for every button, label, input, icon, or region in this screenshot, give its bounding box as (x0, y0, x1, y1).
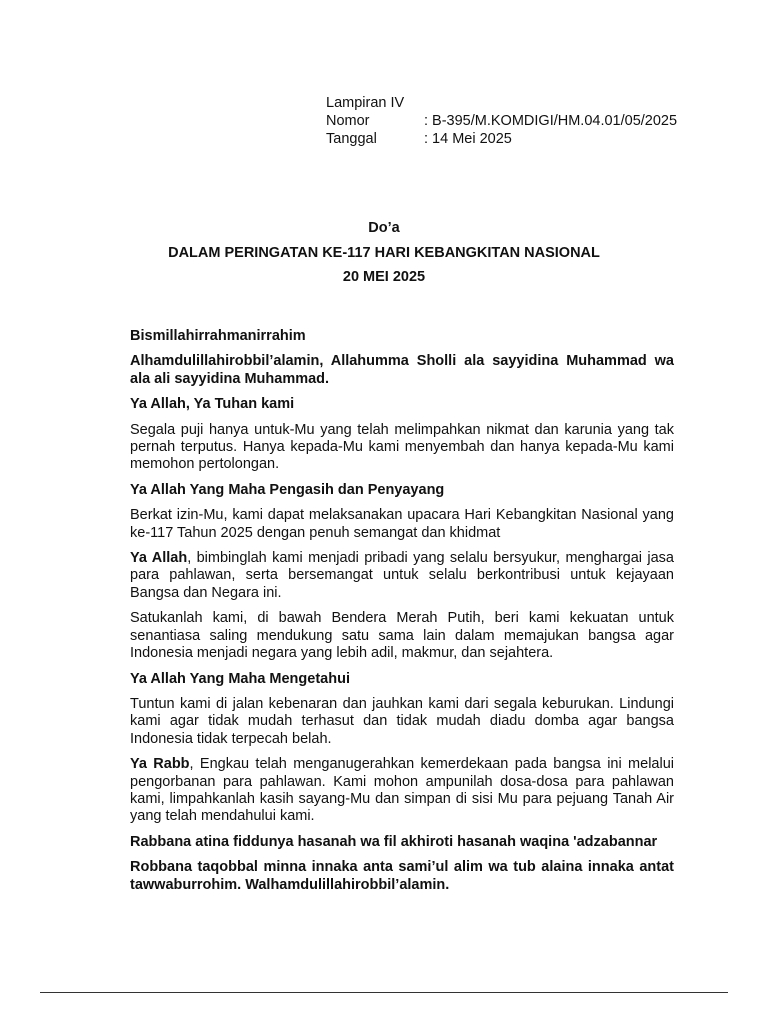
paragraph-satukanlah: Satukanlah kami, di bawah Bendera Merah Putih, beri kami kekuatan untuk senantiasa saling mendukung satu sama lain dalam memajukan bangsa agar Indonesia menjadi negara yang lebih adil, makmur, dan sejahtera. (130, 610, 674, 662)
document-header (326, 94, 677, 148)
opening-praise: Alhamdulillahirobbil’alamin, Allahumma Sholli ala sayyidina Muhammad wa ala ali sayyidina Muhammad. (130, 353, 674, 387)
doa-title: Do’a (368, 220, 400, 236)
text-engkau: , Engkau telah menganugerahkan kemerdekaan pada bangsa ini melalui pengorbanan para pahlawan. Kami mohon ampunilah dosa-dosa para pahlawan kami, limpahkanlah kasih sayang-Mu dan simpan di sisi Mu para pejuang Tanah Air yang telah mendahului kami. (130, 756, 674, 825)
heading-ya-allah-tuhan: Ya Allah, Ya Tuhan kami (130, 396, 295, 413)
paragraph-berkat-izin: Berkat izin-Mu, kami dapat melaksanakan upacara Hari Kebangkitan Nasional yang ke-117 Tahun 2025 dengan penuh semangat dan khidmat (130, 507, 674, 541)
text-bimbinglah: , bimbinglah kami menjadi pribadi yang selalu bersyukur, menghargai jasa para pahlawan, serta bersemangat untuk selalu berkontribusi untuk kejayaan Bangsa dan Negara ini. (130, 550, 674, 601)
lead-ya-rabb: Ya Rabb (130, 756, 190, 773)
paragraph-ya-rabb (130, 756, 674, 826)
nomor-label: Nomor (326, 113, 370, 129)
prayer-body (130, 328, 674, 902)
paragraph-tuntun-kami: Tuntun kami di jalan kebenaran dan jauhkan kami dari segala keburukan. Lindungi kami agar tidak mudah terhasut dan tidak mudah diadu domba agar bangsa Indonesia tidak terpecah belah. (130, 695, 674, 747)
rabbana-atina: Rabbana atina fiddunya hasanah wa fil akhiroti hasanah waqina 'adzabannar (130, 833, 658, 850)
event-title: DALAM PERINGATAN KE-117 HARI KEBANGKITAN NASIONAL (168, 245, 600, 261)
event-date: 20 MEI 2025 (342, 269, 426, 285)
tanggal-value: : 14 Mei 2025 (424, 131, 512, 147)
heading-maha-mengetahui: Ya Allah Yang Maha Mengetahui (130, 670, 350, 687)
robbana-taqobbal: Robbana taqobbal minna innaka anta sami’ul alim wa tub alaina innaka antat tawwaburrohim. Walhamdulillahirobbil’alamin. (130, 859, 674, 893)
paragraph-segala-puji: Segala puji hanya untuk-Mu yang telah melimpahkan nikmat dan karunia yang tak pernah terputus. Hanya kepada-Mu kami menyembah dan hanya kepada-Mu kami memohon pertolongan. (130, 421, 674, 473)
heading-maha-pengasih: Ya Allah Yang Maha Pengasih dan Penyayang (130, 481, 445, 498)
paragraph-ya-allah-bimbinglah (130, 550, 674, 602)
footer-divider (40, 992, 728, 993)
nomor-row (326, 112, 677, 130)
tanggal-label: Tanggal (326, 131, 377, 147)
nomor-value: : B-395/M.KOMDIGI/HM.04.01/05/2025 (424, 113, 678, 129)
tanggal-row (326, 130, 677, 148)
lead-ya-allah: Ya Allah (130, 550, 188, 567)
bismillah-line: Bismillahirrahmanirrahim (130, 328, 306, 344)
lampiran-label: Lampiran IV (326, 95, 405, 111)
